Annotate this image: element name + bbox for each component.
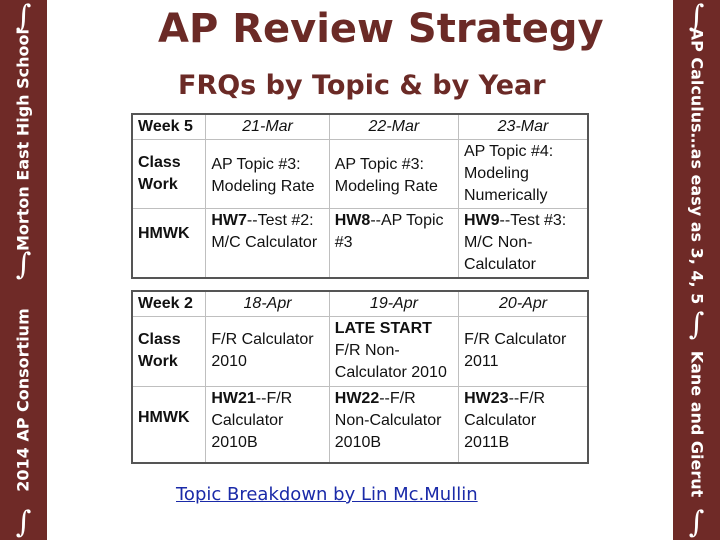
schedule-table-week5 bbox=[131, 113, 589, 279]
homework-cell: HW9--Test #3: M/C Non-Calculator bbox=[458, 209, 588, 279]
date-header: 23-Mar bbox=[458, 114, 588, 140]
date-header: 21-Mar bbox=[206, 114, 329, 140]
integral-icon: ∫ bbox=[688, 505, 705, 540]
date-header: 20-Apr bbox=[459, 291, 588, 317]
school-name-label: Morton East High School bbox=[13, 28, 33, 252]
week-label: Week 5 bbox=[132, 114, 206, 140]
integral-icon: ∫ bbox=[688, 307, 705, 342]
class-work-cell: F/R Calculator 2010 bbox=[206, 317, 329, 387]
homework-cell: HW21--F/R Calculator 2010B bbox=[206, 387, 329, 464]
integral-icon: ∫ bbox=[688, 0, 705, 34]
authors-label: Kane and Gierut bbox=[687, 350, 707, 498]
week-label: Week 2 bbox=[132, 291, 206, 317]
class-work-label: Class Work bbox=[132, 317, 206, 387]
class-work-cell: AP Topic #3: Modeling Rate bbox=[206, 140, 329, 209]
date-header: 18-Apr bbox=[206, 291, 329, 317]
left-side-band bbox=[0, 0, 47, 540]
course-slogan-label: AP Calculus…as easy as 3, 4, 5 bbox=[687, 27, 707, 305]
homework-cell: HW23--F/R Calculator 2011B bbox=[459, 387, 588, 464]
slide-title: AP Review Strategy bbox=[158, 6, 604, 52]
class-work-label: Class Work bbox=[132, 140, 206, 209]
class-work-cell: LATE START F/R Non-Calculator 2010 bbox=[329, 317, 458, 387]
consortium-label: 2014 AP Consortium bbox=[13, 308, 33, 492]
topic-breakdown-link[interactable]: Topic Breakdown by Lin Mc.Mullin bbox=[176, 484, 478, 505]
hmwk-label: HMWK bbox=[132, 209, 206, 279]
class-work-cell: AP Topic #3: Modeling Rate bbox=[329, 140, 458, 209]
homework-cell: HW22--F/R Non-Calculator 2010B bbox=[329, 387, 458, 464]
integral-icon: ∫ bbox=[15, 247, 32, 282]
schedule-table-week2 bbox=[131, 290, 589, 464]
class-work-cell: AP Topic #4: Modeling Numerically bbox=[458, 140, 588, 209]
date-header: 22-Mar bbox=[329, 114, 458, 140]
hmwk-label: HMWK bbox=[132, 387, 206, 464]
date-header: 19-Apr bbox=[329, 291, 458, 317]
integral-icon: ∫ bbox=[15, 505, 32, 540]
homework-cell: HW8--AP Topic #3 bbox=[329, 209, 458, 279]
slide-subtitle: FRQs by Topic & by Year bbox=[178, 70, 546, 101]
class-work-cell: F/R Calculator 2011 bbox=[459, 317, 588, 387]
late-start-label: LATE START bbox=[334, 320, 432, 337]
right-side-band bbox=[673, 0, 720, 540]
integral-icon: ∫ bbox=[15, 0, 32, 34]
homework-cell: HW7--Test #2: M/C Calculator bbox=[206, 209, 329, 279]
